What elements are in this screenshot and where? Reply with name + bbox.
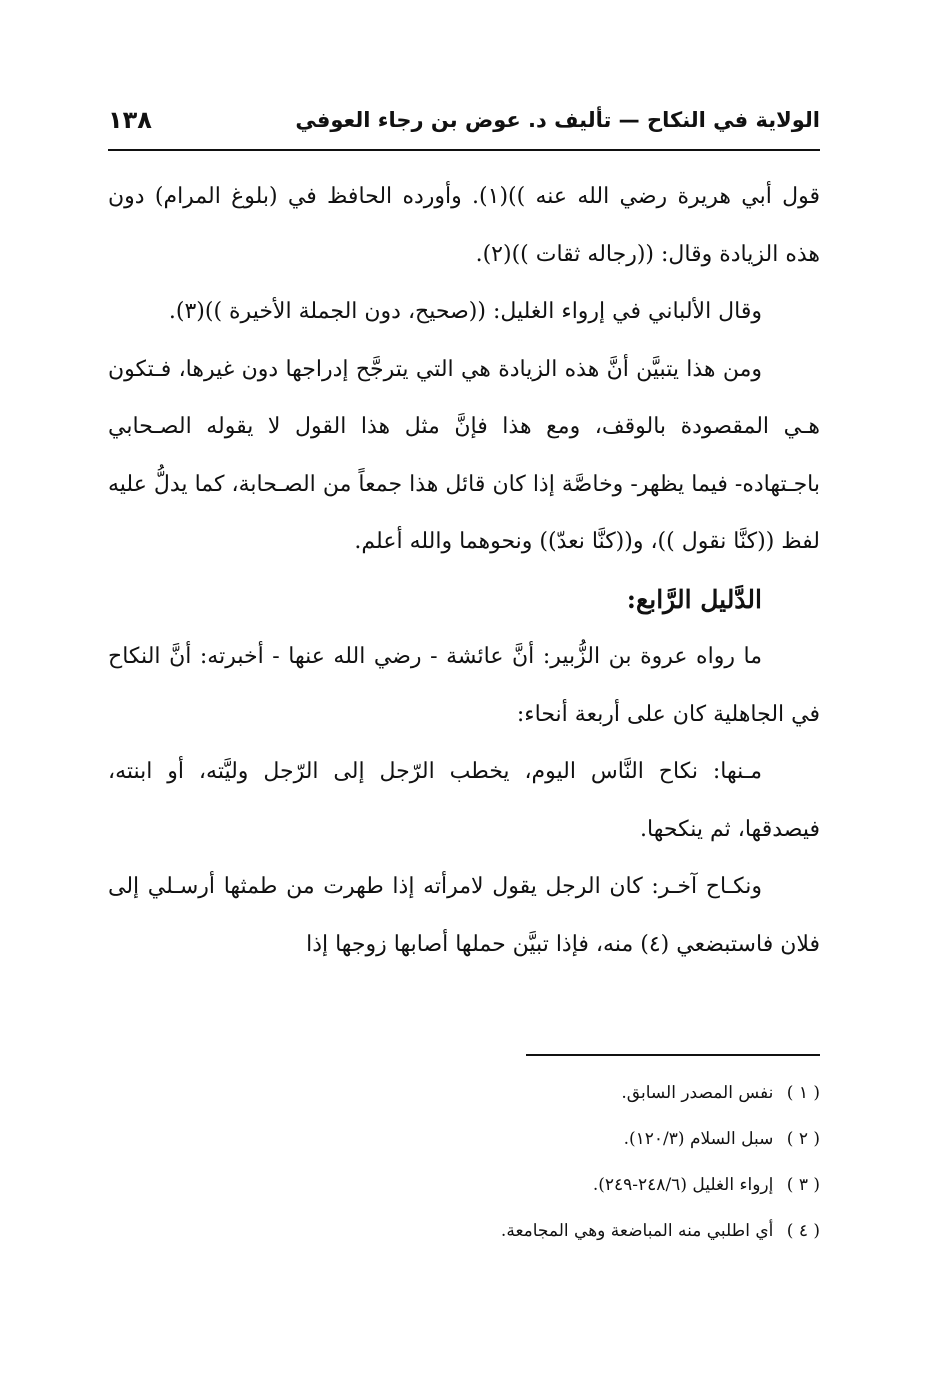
header-divider xyxy=(108,149,820,151)
footnote-number: ( ٢ ) xyxy=(786,1129,820,1149)
section-heading: الدَّليل الرَّابع: xyxy=(626,584,762,614)
main-text xyxy=(108,168,820,973)
footnotes xyxy=(300,1070,820,1254)
footnote-number: ( ٤ ) xyxy=(786,1221,820,1241)
paragraph-1: قول أبي هريرة رضي الله عنه ))(١). وأورده الحافظ في (بلوغ المرام) دون هذه الزيادة وقال: ((رجاله ثقات ))(٢). xyxy=(108,184,820,267)
footnote-1 xyxy=(300,1070,820,1116)
footnote-text: سبل السلام (١٢٠/٣). xyxy=(623,1129,774,1149)
paragraph-4: ما رواه عروة بن الزُّبير: أنَّ عائشة - رضي الله عنها - أخبرته: أنَّ النكاح في الجاهلية كان على أربعة أنحاء: xyxy=(108,644,820,727)
footnote-text: إرواء الغليل (٢٤٨/٦-٢٤٩). xyxy=(592,1175,774,1195)
paragraph-2: وقال الألباني في إرواء الغليل: ((صحيح، دون الجملة الأخيرة ))(٣). xyxy=(168,299,762,324)
footnote-4 xyxy=(300,1208,820,1254)
footnote-3 xyxy=(300,1162,820,1208)
paragraph-3: ومن هذا يتبيَّن أنَّ هذه الزيادة هي التي يترجَّح إدراجها دون غيرها، فـتكون هـي المقصودة بالوقف، ومع هذا فإنَّ مثل هذا القول لا يقوله الصـحابي باجـتهاده- فيما يظهر- وخاصَّة إذا كان قائل هذا جمعاً من الصـحابة، كما يدلُّ عليه لفظ ((كنَّا نقول ))، و((كنَّا نعدّ)) ونحوهما والله أعلم. xyxy=(108,356,820,554)
running-header xyxy=(108,104,820,148)
footnote-divider xyxy=(526,1054,820,1056)
footnote-number: ( ٣ ) xyxy=(786,1175,820,1195)
footnote-text: أي اطلبي منه المباضعة وهي المجامعة. xyxy=(500,1221,774,1241)
footnote-text: نفس المصدر السابق. xyxy=(621,1083,774,1103)
header-title: الولاية في النكاح — تأليف د. عوض بن رجاء العوفي xyxy=(295,108,820,132)
paragraph-5: مـنها: نكاح النَّاس اليوم، يخطب الرّجل إلى الرّجل وليَّته، أو ابنته، فيصدقها، ثم ينكحها. xyxy=(108,759,820,842)
paragraph-6: ونكـاح آخـر: كان الرجل يقول لامرأته إذا طهرت من طمثها أرسـلي إلى فلان فاستبضعي (٤) منه، فإذا تبيَّن حملها أصابها زوجها إذا xyxy=(108,874,820,957)
footnote-2 xyxy=(300,1116,820,1162)
footnote-number: ( ١ ) xyxy=(786,1083,820,1103)
page-number: ١٣٨ xyxy=(108,106,152,134)
